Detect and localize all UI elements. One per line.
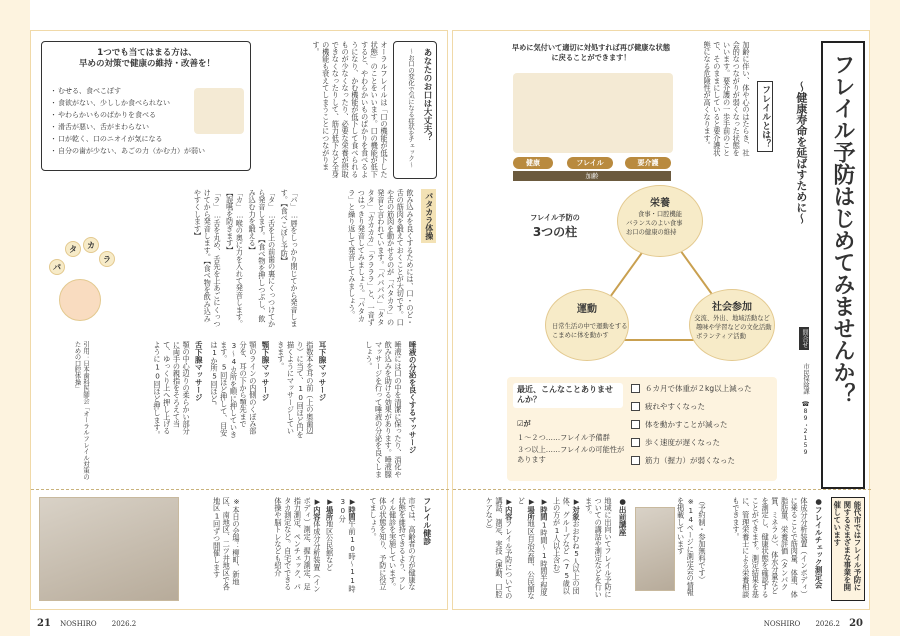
list-item: 疲れやすくなった bbox=[631, 401, 775, 419]
pataka-detail-ta: 「タ」…舌を上の前歯の裏にくっつけてから発音します。【食べ物を押しつぶし、飲み込む力を鍛える】 bbox=[248, 189, 277, 328]
measurement-device-photo bbox=[635, 507, 675, 591]
bottom-body: 市では、高齢者の方が健康な状態を維持できるよう、フレイル健診を実施しています。体の状態を知り、予防に役立てましょう。 bbox=[369, 497, 417, 591]
left-margin bbox=[0, 0, 30, 636]
detail-row: ▶時間午前10時〜11時30分 bbox=[338, 497, 357, 593]
events-heading: 能代市ではフレイル予防に関するさまざまな事業を開催しています bbox=[831, 497, 865, 601]
list-item: 体を動かすことが減った bbox=[631, 419, 775, 437]
frailty-body: 加齢に伴い、体や心のはたらき、社会的なつながりが弱くなった状態をいいます。要介護の一歩手前のことで、そのままにしていると要介護状態になる危険性が高くなります。 bbox=[703, 41, 751, 157]
speech-bubble: ラ bbox=[99, 251, 115, 267]
checkbox-icon bbox=[631, 438, 640, 447]
dentist-illustration bbox=[194, 88, 244, 134]
pataka-details bbox=[119, 189, 299, 329]
exercise-class-photo bbox=[39, 497, 179, 601]
massage-list bbox=[95, 341, 327, 481]
checkbox-icon bbox=[631, 402, 640, 411]
recent-items bbox=[631, 383, 775, 473]
elderly-face-illustration bbox=[59, 279, 101, 321]
left-footer: 21 NOSHIRO 2026.2 bbox=[37, 618, 137, 629]
checkbox-icon bbox=[631, 456, 640, 465]
checkbox-icon bbox=[631, 384, 640, 393]
list-item: ・ 自分の歯が少ない、あごの力（かむ力）が弱い bbox=[50, 146, 250, 156]
page-subtitle: 〜健康寿命を延ばすために〜 bbox=[794, 81, 808, 224]
massage-title: 耳下腺マッサージ bbox=[318, 341, 327, 401]
contact-info: 市民保険課 ☎89・2159 bbox=[802, 363, 809, 457]
list-item: ・ 滑舌が悪い、舌がまわらない bbox=[50, 122, 200, 132]
pillar-exercise: 運動 日常生活の中で運動をする こまめに体を動かす bbox=[545, 289, 629, 361]
flow-caption: 早めに気付いて適切に対処すれば再び健康な状態に戻ることができます！ bbox=[511, 43, 671, 62]
pataka-detail-pa: 「パ」…唇をしっかり閉じてから発音します。【食べこぼし予防】 bbox=[280, 189, 299, 328]
list-item: ・ むせる、食べこぼす bbox=[50, 86, 200, 96]
massage-body: 顎の中心辺りの柔らかい部分に両手の親指をそろえて当て、ゆっくり上へ押し上げるように10回ほど押します。 bbox=[153, 341, 192, 439]
stage-healthy: 健康 bbox=[513, 157, 553, 169]
recent-note-2: ３つ以上……フレイルの可能性があります bbox=[517, 445, 625, 464]
list-item: ６カ月で体重が２kg以上減った bbox=[631, 383, 775, 401]
saliva-body: 唾液には口の中を清潔に保ったり、消化や飲み込みを助ける効果があります。唾液腺マッサージを行って唾液の分泌を良くしましょう。 bbox=[364, 341, 403, 478]
speech-bubble: カ bbox=[83, 237, 99, 253]
contact-block bbox=[783, 327, 813, 487]
pillar-social: 社会参加 交流、外出、地域活動など 趣味や学習などの文化活動 ボランティア活動 bbox=[689, 289, 775, 361]
pataka-illustration bbox=[45, 231, 115, 331]
detail-row: ▶内容フレイル予防についての講話、測定、実技（運動、口腔ケアなど） bbox=[485, 497, 514, 600]
oral-heading-box bbox=[393, 41, 437, 179]
right-footer: NOSHIRO 2026.2 20 bbox=[763, 618, 863, 629]
event1-detail: ※14ページに測定会の情報を掲載しています bbox=[676, 497, 696, 596]
detail-row: ▶内容体成分分析装置（インボディ）測定、握力測定、足指力測定、ペンチェック、パタカ測定など。自宅でできる体操や脳トレなども紹介 bbox=[273, 497, 322, 593]
pataka-detail-ka: 「カ」…喉の奥に力を入れて発音します。【誤嚥を防ぎます】 bbox=[225, 189, 245, 328]
pataka-heading: パタカラ体操 bbox=[421, 189, 436, 243]
oral-heading: あなたのお口は大丈夫？ bbox=[422, 48, 432, 142]
recent-check-note-icon: ☑が bbox=[517, 419, 531, 428]
massage-body: 顎のラインの内側のくぼみ部分を、耳の下から顎先まで3〜4カ所を順に押していきます。5回ほど押して、目安は1か所5回ほど。 bbox=[210, 341, 258, 439]
right-margin bbox=[870, 0, 900, 636]
detail-row: ▶場所地区自治会館、公民館など bbox=[517, 497, 537, 600]
massage-item bbox=[152, 341, 203, 481]
list-item: 筋力（握力）が弱くなった bbox=[631, 455, 775, 473]
event2-body: 地域に出向いてフレイル予防についての講話や測定などを行います。 bbox=[584, 497, 613, 598]
massage-item bbox=[209, 341, 270, 481]
stage-frailty: フレイル bbox=[567, 157, 613, 169]
frailty-heading: フレイルとは？ bbox=[757, 81, 773, 152]
frailty-flow-diagram bbox=[507, 43, 677, 181]
age-arrow: 加齢 bbox=[513, 171, 671, 181]
list-item: ・ 食欲がない、少ししか食べられない bbox=[50, 98, 200, 108]
saliva-heading: 唾液の分泌を良くするマッサージ bbox=[408, 341, 418, 454]
oral-body: オーラルフレイルは「口の機能が低下した状態」のことをいいます。口の機能が低下すると、やわらかいものばかりを食べるようになり、かむ機能が低下して食べられるものが少なくなったり、必要な栄養が摂取できなくなったりして、筋力低下など全身の機能も衰えてしまうことにつながります。 bbox=[311, 41, 389, 178]
left-page bbox=[30, 30, 448, 629]
pataka-body: 飲み込みを良くするためには、口・のど・舌の筋肉を鍛えておくことが大切です。口や舌の筋肉を動かせるのが「パタカラ」の発音と言われています。「パパパパ」「タタタタ」「カカカカ」「ララララ」と、一音ずつはっきり発音してみましょう。「パタカラ」と繰り返して発音してみましょう。 bbox=[347, 189, 415, 326]
three-pillars-diagram bbox=[507, 185, 777, 371]
pillars-caption: フレイル予防の 3つの柱 bbox=[530, 213, 580, 239]
checklist-items bbox=[50, 86, 205, 158]
bottom-divider bbox=[453, 489, 871, 490]
contact-label: 問合せ bbox=[799, 327, 810, 350]
page-title: フレイル予防はじめてみませんか？ bbox=[830, 53, 855, 405]
massage-title: 舌下腺マッサージ bbox=[194, 341, 204, 401]
oral-checklist bbox=[41, 41, 251, 171]
event2-details bbox=[457, 497, 581, 601]
oral-subheading: 〜お口の変化で気になる症状をチェック〜 bbox=[407, 48, 414, 168]
right-page bbox=[452, 30, 870, 629]
speech-bubble: パ bbox=[49, 259, 65, 275]
bottom-extra: ※本日の会場：柳町、新地区、南地区、二ツ井地区で各地区1回ずつ開催します bbox=[212, 497, 241, 591]
checklist-title: 1つでも当てはまる方は、 早めの対策で健康の維持・改善を！ bbox=[78, 48, 215, 70]
list-item: ・ やわらかいものばかりを食べる bbox=[50, 110, 200, 120]
citation: 引用：日本歯科医師会「オーラルフレイル対策のための口腔体操」 bbox=[73, 341, 89, 480]
bottom-heading: フレイル健診 bbox=[422, 497, 432, 545]
recent-note-1: １〜２つ……フレイル予備群 bbox=[517, 433, 610, 442]
event1-heading: ●フレイルチェック測定会 bbox=[814, 497, 824, 589]
pillar-nutrition: 栄養 食事・口腔機能 バランスのよい食事 お口の健康の維持 bbox=[617, 185, 703, 257]
recent-heading: 最近、こんなことありませんか？ bbox=[513, 383, 623, 408]
pataka-detail-ra: 「ラ」…舌を丸め、舌先を上あごにくっつけてから発音します。【食べ物を飲み込みやすくします】 bbox=[193, 189, 222, 328]
list-item: 歩く速度が遅くなった bbox=[631, 437, 775, 455]
stage-care: 要介護 bbox=[625, 157, 671, 169]
bottom-details bbox=[245, 497, 357, 597]
aging-illustration bbox=[513, 73, 673, 153]
list-item: ・ 口が乾く、口のニオイが気になる bbox=[50, 134, 200, 144]
bottom-divider bbox=[31, 489, 449, 490]
massage-body: 指数本を耳の前（上の奥歯辺り）に当て、10回ほど円を描くようにマッサージしていきます。 bbox=[276, 341, 315, 439]
massage-title: 顎下腺マッサージ bbox=[261, 341, 270, 401]
massage-item bbox=[276, 341, 327, 481]
event1-details bbox=[676, 497, 707, 601]
title-box bbox=[821, 41, 865, 489]
detail-row: ▶対象おおむね5人以上の団体、グループなど（75歳以上の方が1人以上含む） bbox=[552, 497, 581, 595]
detail-row: ▶場所地区公民館など bbox=[325, 497, 335, 571]
event1-detail: （予約制・参加無料です） bbox=[698, 497, 707, 584]
event2-heading: ●出前講座 bbox=[618, 497, 628, 536]
checkbox-icon bbox=[631, 420, 640, 429]
speech-bubble: タ bbox=[65, 241, 81, 257]
detail-row: ▶時間1時間〜1時間半程度 bbox=[539, 497, 549, 597]
event1-body: 体成分分析装置（インボディ）に乗ることで筋肉量、体重、体脂肪量、栄養評価（タンパク質、ミネラル）、体水分量などを測定し、健康状態を確認することができます。測定結果を基に、管理栄養士による栄養相談もできます。 bbox=[731, 497, 809, 598]
recent-symptoms-box bbox=[507, 377, 777, 481]
